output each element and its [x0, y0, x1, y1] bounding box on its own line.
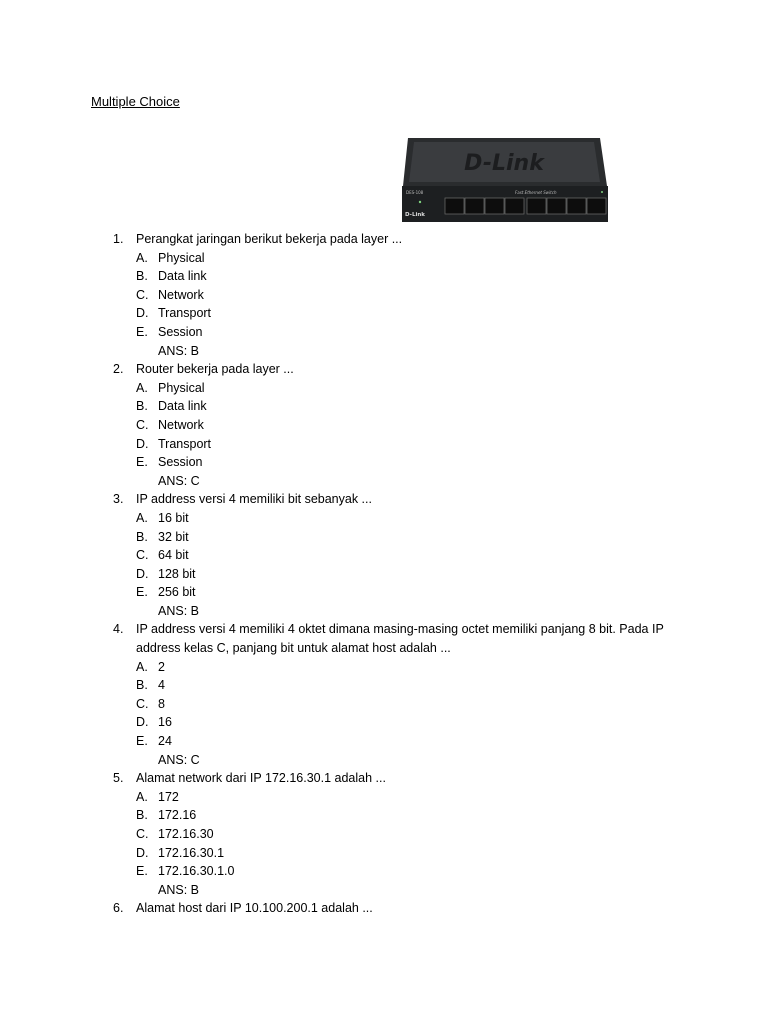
question-4 — [0, 620, 768, 769]
option-letter: B. — [136, 808, 148, 823]
question-text: Router bekerja pada layer ... — [136, 362, 294, 377]
question-line — [0, 639, 768, 658]
option-letter: E. — [136, 455, 148, 470]
question-6 — [0, 899, 768, 918]
option-letter: A. — [136, 250, 148, 265]
option-row — [0, 713, 768, 732]
option-row — [0, 844, 768, 863]
answer-row — [0, 602, 768, 621]
answer-key: ANS: C — [158, 752, 200, 767]
question-line — [0, 230, 768, 249]
front-brand-label: D-Link — [405, 212, 425, 218]
answer-row — [0, 881, 768, 900]
question-number: 6. — [113, 901, 124, 916]
option-letter: A. — [136, 659, 148, 674]
question-number: 3. — [113, 492, 124, 507]
option-row — [0, 806, 768, 825]
answer-key: ANS: B — [158, 882, 199, 897]
brand-logo: D-Link — [464, 151, 544, 176]
question-line — [0, 490, 768, 509]
option-letter: C. — [136, 548, 149, 563]
option-letter: B. — [136, 399, 148, 414]
question-5 — [0, 769, 768, 899]
network-switch-photo — [400, 134, 610, 229]
option-letter: A. — [136, 380, 148, 395]
question-text: address kelas C, panjang bit untuk alamat host adalah ... — [136, 641, 451, 656]
model-label: DES-108 — [406, 190, 424, 195]
question-line — [0, 620, 768, 639]
section-heading: Multiple Choice — [91, 94, 180, 109]
question-list — [0, 230, 768, 918]
option-text: 172.16.30 — [158, 827, 214, 841]
option-letter: D. — [136, 436, 149, 451]
option-row — [0, 379, 768, 398]
option-text: 128 bit — [158, 566, 196, 581]
option-row — [0, 249, 768, 268]
option-row — [0, 304, 768, 323]
option-text: Physical — [158, 250, 205, 265]
option-row — [0, 695, 768, 714]
question-line — [0, 899, 768, 918]
question-3 — [0, 490, 768, 620]
option-text: 8 — [158, 696, 165, 711]
answer-row — [0, 472, 768, 491]
option-row — [0, 862, 768, 881]
question-text: IP address versi 4 memiliki 4 oktet dimana masing-masing octet memiliki panjang 8 bit. Pada IP — [136, 622, 664, 637]
option-row — [0, 528, 768, 547]
option-row — [0, 658, 768, 677]
question-text: Alamat network dari IP 172.16.30.1 adalah ... — [136, 771, 386, 786]
option-row — [0, 453, 768, 472]
option-text: Data link — [158, 399, 207, 414]
option-row — [0, 509, 768, 528]
question-line — [0, 360, 768, 379]
option-row — [0, 323, 768, 342]
option-row — [0, 732, 768, 751]
option-letter: B. — [136, 678, 148, 693]
option-letter: A. — [136, 510, 148, 525]
option-letter: C. — [136, 417, 149, 432]
product-label: Fast Ethernet Switch — [515, 190, 557, 195]
option-text: 64 bit — [158, 548, 189, 563]
option-text: 4 — [158, 678, 165, 693]
option-text: 172 — [158, 789, 179, 804]
option-text: Session — [158, 455, 203, 470]
question-text: IP address versi 4 memiliki bit sebanyak ... — [136, 492, 372, 507]
option-text: 32 bit — [158, 529, 189, 544]
question-text: Perangkat jaringan berikut bekerja pada layer ... — [136, 232, 403, 246]
option-text: 172.16.30.1.0 — [158, 864, 235, 879]
option-text: Physical — [158, 380, 205, 395]
option-letter: E. — [136, 734, 148, 749]
option-row — [0, 397, 768, 416]
option-letter: E. — [136, 585, 148, 600]
option-letter: D. — [136, 566, 149, 581]
option-text: 16 bit — [158, 510, 189, 525]
option-letter: D. — [136, 715, 149, 730]
option-letter: B. — [136, 529, 148, 544]
option-row — [0, 583, 768, 602]
question-text: Alamat host dari IP 10.100.200.1 adalah ... — [136, 901, 373, 916]
option-text: 256 bit — [158, 585, 196, 600]
answer-key: ANS: B — [158, 603, 199, 618]
option-text: Session — [158, 324, 203, 339]
option-text: 172.16.30.1 — [158, 845, 225, 860]
option-letter: C. — [136, 287, 149, 302]
answer-key: ANS: C — [158, 473, 200, 488]
option-letter: D. — [136, 845, 149, 860]
option-row — [0, 565, 768, 584]
option-row — [0, 546, 768, 565]
option-text: Data link — [158, 269, 207, 284]
answer-row — [0, 751, 768, 770]
option-letter: E. — [136, 324, 148, 339]
option-letter: A. — [136, 789, 148, 804]
question-line — [0, 769, 768, 788]
option-text: Transport — [158, 306, 212, 321]
question-number: 5. — [113, 771, 124, 786]
option-letter: C. — [136, 827, 149, 841]
option-letter: B. — [136, 269, 148, 284]
question-number: 1. — [113, 232, 124, 246]
option-text: 2 — [158, 659, 165, 674]
option-letter: E. — [136, 864, 148, 879]
option-row — [0, 267, 768, 286]
option-text: 172.16 — [158, 808, 197, 823]
question-1 — [0, 230, 768, 360]
option-letter: C. — [136, 696, 149, 711]
option-row — [0, 435, 768, 454]
option-text: Transport — [158, 436, 212, 451]
option-text: Network — [158, 417, 204, 432]
question-number: 4. — [113, 622, 124, 637]
option-text: 24 — [158, 734, 172, 749]
question-2 — [0, 360, 768, 490]
option-row — [0, 788, 768, 807]
option-row — [0, 286, 768, 305]
answer-row — [0, 342, 768, 361]
answer-key: ANS: B — [158, 343, 199, 358]
option-row — [0, 676, 768, 695]
option-letter: D. — [136, 306, 149, 321]
question-number: 2. — [113, 362, 124, 377]
option-row — [0, 416, 768, 435]
option-row — [0, 825, 768, 844]
option-text: 16 — [158, 715, 172, 730]
option-text: Network — [158, 287, 204, 302]
